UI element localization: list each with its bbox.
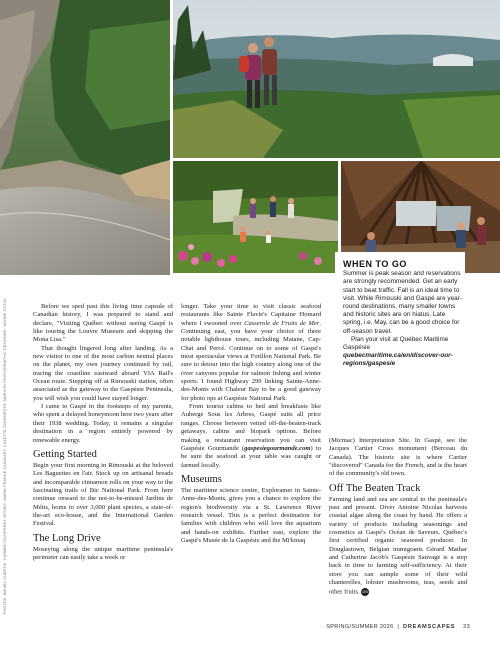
col1-paragraph-4: Begin your first morning in Rimouski at the beloved Les Baguettes en l'air. Stock up on artisanal breads and incomparable cinnamon rolls on your way to the fascinating trails of Bic National Park. From here continue onward to the not-to-be-missed Jardins de Métis, home to over 3,000 plant species, a state-of-the-art eco-house, and the International Garden Festival. (33, 461, 173, 528)
col1-paragraph-2: That thought lingered long after landing. As a new visitor to one of the most carbon neutral places on the planet, my own journey continued by rail, tracing the coastline eastward aboard VIA Rail's Ocean route. Stepping off at Rimouski station, often associated as the gateway to the Gaspésie Peninsula, you will wish you could have stayed longer. (33, 344, 173, 402)
plan-prefix: Plan your visit at Québec Maritime Gaspésie (343, 335, 449, 352)
col2-p1-text-a: longer. Take your time to visit classic seafood restaurants like Sainte Flavie's Capitaine Homard where I swooned over (181, 303, 321, 327)
heading-off-track: Off The Beaten Track (329, 482, 421, 494)
page-footer: SPRING/SUMMER 2026 | DREAMSCAPES 23 (326, 624, 470, 630)
col3-p2-text: Farming land and sea are central to the peninsula's past and present. Diver Antoine Nicolas harvests coastal algae along the coast by hand. He offers a variety of products including seasonings and cosmetics at Gaspé's Océan de Saveurs. Québec's first certified organic seaweed producer. In Douglastown, Belgian immigrants Gérard Mathar and Catherine Jacob's Gaspésie Sauvage is a step back in time to farming self-sufficiency. At their store you can sample some of their wild chanterelles, lobster mushrooms, teas, seeds and other fruits. (329, 495, 467, 595)
col2-paragraph-2 (181, 403, 321, 470)
footer-brand: DREAMSCAPES (402, 624, 456, 630)
col1-paragraph-3: I came to Gaspé in the footsteps of my parents, who spent a delayed honeymoon here two years after their 1938 wedding. Today, it remains a singular destination in a region entirely powered by renewable energy. (33, 403, 173, 444)
page-number: 23 (463, 624, 470, 630)
col2-p2-text-a: From tourist cabins to bed and breakfasts like Auberge Sous les Arbres, Gaspé suits all price ranges. Choose between vetted off-the-beaten-track getaways, cabins and biopark options. Before making a restaurant reservation you can visit Gaspésie Gourmande ( (181, 403, 321, 452)
col3-paragraph-1: (Micmac) Interpretation Site. In Gaspé, see the Jacques Cartier Cross monument (Berceau du Canada). The historic site is where Cartier "discovered" Canada for the French, and is the heart of the community's old town. (329, 437, 467, 478)
heading-getting-started: Getting Started (33, 448, 97, 460)
col2-p1-text-b: . Continuing east, you have your choice of three notable lighthouse tours, including Matane, Cap-Chat and Percé. Continue on to some of Gaspé's most spectacular views at Forillon National Park. Be sure to detour into the high country along one of the river canyons popular for salmon fishing and winter sports. I found Highway 299 linking Sainte-Anne-des-Monts with Chaleur Bay to be a good gateway for photo ops at Gaspésie National Park. (181, 319, 321, 402)
end-mark-icon: DS (362, 588, 368, 594)
gaspesie-link[interactable]: quebecmaritime.ca/en/discover-our-regions/gaspesie (343, 352, 453, 368)
when-to-go-title: WHEN TO GO (343, 259, 407, 269)
column-1 (33, 303, 173, 562)
heading-museums: Museums (181, 473, 222, 485)
footer-issue: SPRING/SUMMER 2026 (326, 624, 394, 630)
when-to-go-body: Summer is peak season and reservations are strongly recommended. Get an early start to beat traffic. Fall is an ideal time to visit. While Rimouski and Gaspé are year-round destinations, many smaller towns and historic sites are on hiatus. Late spring, i.e. May, can be a good choice for off-season travel. (343, 270, 462, 335)
gaspesie-gourmande-link[interactable]: gaspesiegourmande.com (244, 444, 311, 452)
photo-coastal-road (0, 0, 170, 275)
col1-paragraph-5: Moseying along the unique maritime peninsula's perimeter can easily take a week or (33, 545, 173, 561)
col3-paragraph-2 (329, 496, 467, 597)
column-2 (181, 303, 321, 545)
when-to-go-plan (343, 336, 465, 369)
heading-long-drive: The Long Drive (33, 532, 101, 544)
col1-paragraph-1: Before we sped past this living time capsule of Canadian history, I was prepared to stand and declare, "Visiting Québec without seeing Gaspé is like touring the Louvre Museum and skipping the Mona Lisa." (33, 303, 173, 344)
column-3 (329, 437, 467, 596)
col2-p2-text-b: ) to be sure the seafood at your table was caught or farmed locally. (181, 444, 321, 469)
photo-hikers (173, 0, 500, 158)
col2-paragraph-1 (181, 303, 321, 403)
photo-credit: PHOTOS: MIKAËL GUERTIN; CARMEN GUTIÉRREZ VESSEY; MARIE-FRANCE CASAVANT; COLETTE ZAGROFOTO; MARILYN PHOTOGRAPHIC DESIGNER / ADOBE STOCK (3, 298, 7, 614)
col2-p1-dish: Casserole de Fruits de Mer (244, 319, 320, 327)
when-to-go-box (335, 252, 465, 385)
col2-paragraph-3: The maritime science centre, Exploramer in Sainte-Anne-des-Monts, gives you a chance to explore the region's biodiversity via a St. Lawrence River research vessel. This is a perfect destination for families with children who will love the aquarium and hands-on exhibits. Further east, explore the Gaspé's Musée de la Gaspésie and the Mi'kmaq (181, 486, 321, 544)
photo-garden-family (173, 161, 338, 273)
